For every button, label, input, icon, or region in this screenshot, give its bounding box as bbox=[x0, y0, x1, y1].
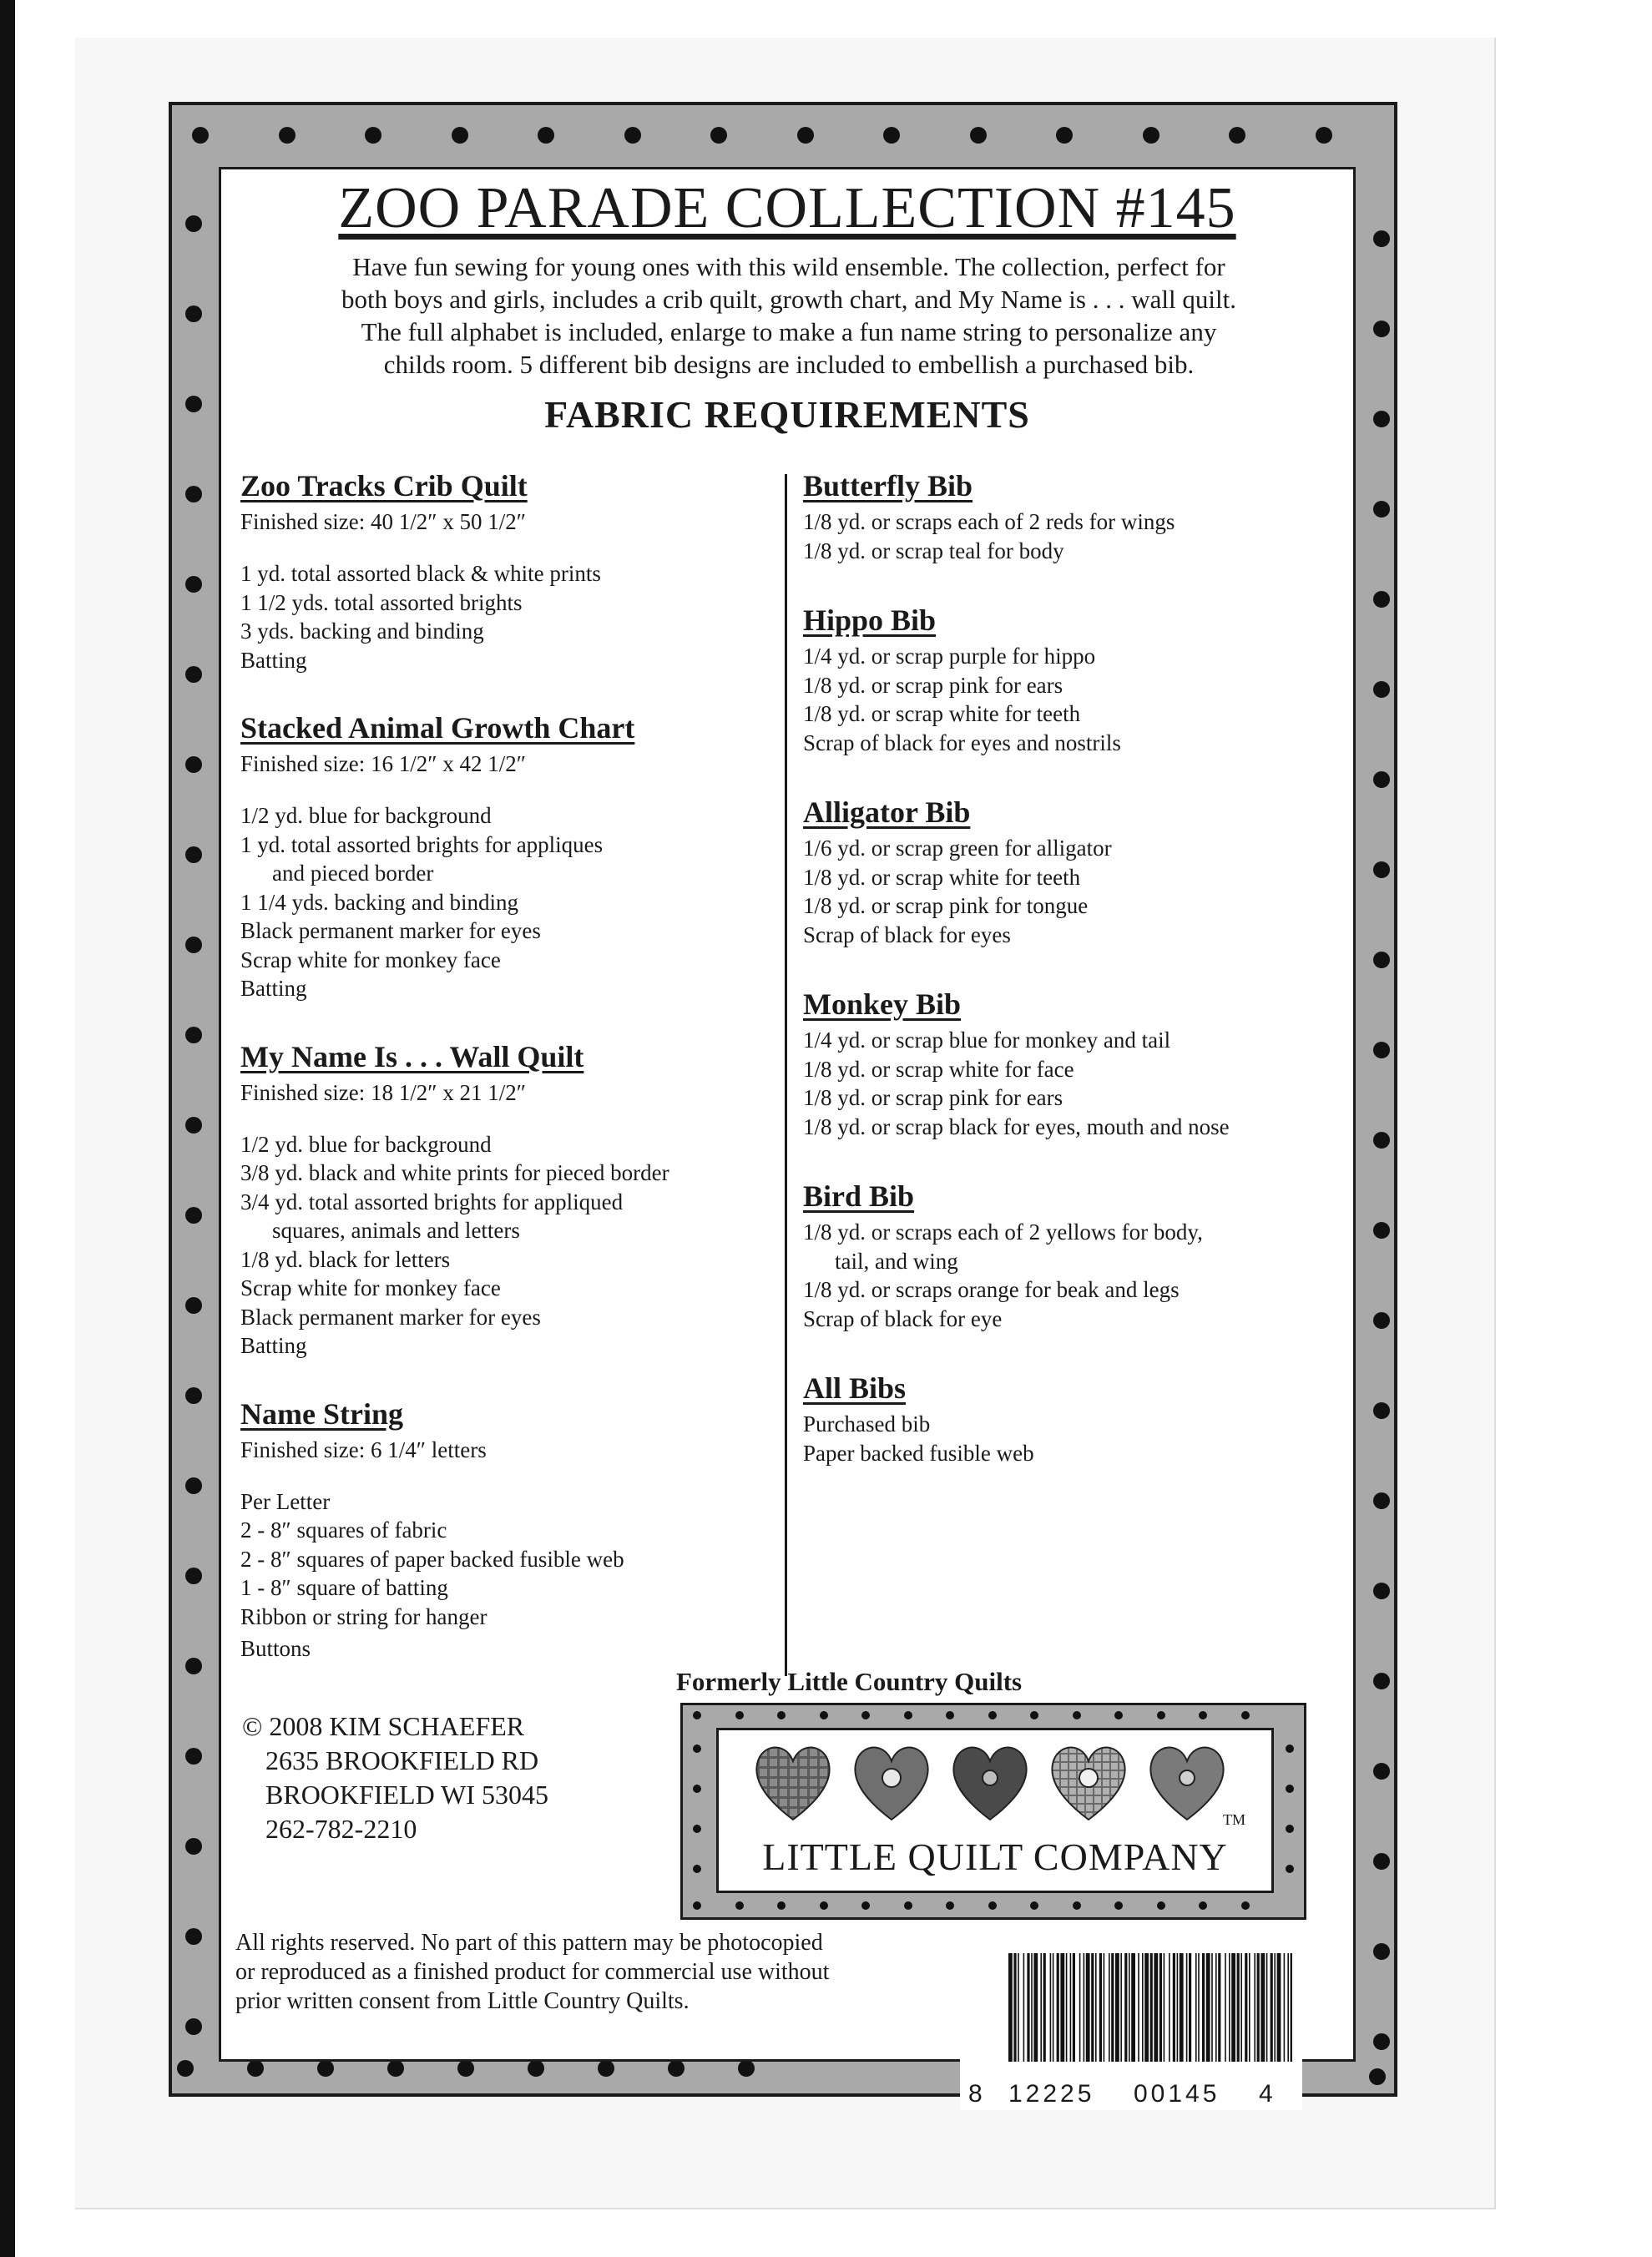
list-item: 1/8 yd. or scrap white for teeth bbox=[803, 864, 1081, 890]
list-item: Batting bbox=[240, 1333, 307, 1358]
heart-icon bbox=[1150, 1748, 1223, 1820]
list-item: 1/8 yd. or scraps each of 2 yellows for body, bbox=[803, 1219, 1203, 1245]
logo-border-dot bbox=[735, 1901, 744, 1910]
copyright-line: © 2008 KIM SCHAEFER bbox=[242, 1711, 525, 1741]
list-item: 1/8 yd. or scrap white for face bbox=[803, 1056, 1074, 1082]
logo-border-dot bbox=[1241, 1711, 1250, 1719]
list-item: Paper backed fusible web bbox=[803, 1440, 1034, 1466]
border-dot bbox=[185, 1297, 202, 1314]
list-item: 1/4 yd. or scrap blue for monkey and tail bbox=[803, 1028, 1171, 1053]
intro-paragraph bbox=[250, 250, 1327, 381]
address-street: 2635 BROOKFIELD RD bbox=[265, 1745, 539, 1775]
logo-border-dot bbox=[1286, 1825, 1294, 1833]
section-title: Name String bbox=[240, 1396, 403, 1431]
section-crib-quilt bbox=[240, 467, 841, 674]
list-item: Scrap white for monkey face bbox=[240, 1275, 501, 1300]
list-item: 1/8 yd. or scraps orange for beak and legs bbox=[803, 1277, 1180, 1302]
border-dot bbox=[185, 1748, 202, 1765]
list-item: 1/8 yd. or scrap pink for tongue bbox=[803, 893, 1089, 918]
logo-border-dot bbox=[735, 1711, 744, 1719]
logo-border-dot bbox=[946, 1901, 954, 1910]
list-item: Scrap of black for eyes bbox=[803, 921, 1011, 947]
border-dot bbox=[668, 2060, 685, 2077]
scan-edge-shadow bbox=[0, 0, 15, 2257]
list-item: and pieced border bbox=[272, 861, 434, 886]
logo-border-dot bbox=[861, 1711, 870, 1719]
company-name: LITTLE QUILT COMPANY bbox=[762, 1835, 1228, 1878]
logo-border-dot bbox=[1114, 1901, 1123, 1910]
logo-border-dot bbox=[861, 1901, 870, 1910]
intro-line: both boys and girls, includes a crib quilt, growth chart, and My Name is . . . wall quilt. bbox=[341, 285, 1236, 314]
border-dot bbox=[185, 1477, 202, 1494]
section-title: Hippo Bib bbox=[803, 603, 937, 637]
list-item: 3 yds. backing and binding bbox=[240, 619, 484, 644]
list-item: tail, and wing bbox=[835, 1248, 958, 1274]
intro-line: childs room. 5 different bib designs are included to embellish a purchased bib. bbox=[383, 350, 1195, 379]
rights-line: or reproduced as a finished product for commercial use without bbox=[235, 1959, 830, 1985]
copyright-block bbox=[242, 1709, 548, 1846]
list-item: 1/8 yd. or scrap white for teeth bbox=[803, 701, 1081, 726]
border-dot bbox=[1373, 1673, 1390, 1689]
border-dot bbox=[365, 127, 381, 144]
list-item: Per Letter bbox=[240, 1488, 331, 1514]
border-dot bbox=[192, 127, 209, 144]
right-column bbox=[803, 467, 1404, 1492]
border-dot bbox=[185, 1387, 202, 1404]
border-dot bbox=[883, 127, 900, 144]
border-dot bbox=[185, 666, 202, 683]
rights-notice bbox=[235, 1928, 962, 2016]
border-dot bbox=[185, 1207, 202, 1224]
border-dot bbox=[1373, 230, 1390, 247]
logo-border-dot bbox=[777, 1711, 786, 1719]
border-dot bbox=[185, 486, 202, 502]
border-dot bbox=[457, 2060, 474, 2077]
border-dot bbox=[247, 2060, 264, 2077]
list-item: 2 - 8″ squares of paper backed fusible web bbox=[240, 1546, 624, 1572]
border-dot bbox=[538, 127, 554, 144]
list-item: Scrap white for monkey face bbox=[240, 947, 501, 972]
logo-border-dot bbox=[1073, 1901, 1081, 1910]
list-item: 1/4 yd. or scrap purple for hippo bbox=[803, 644, 1096, 669]
border-dot bbox=[970, 127, 987, 144]
list-item: Black permanent marker for eyes bbox=[240, 918, 541, 943]
list-item: 1 1/4 yds. backing and binding bbox=[240, 889, 518, 915]
list-item: 1/8 yd. or scrap pink for ears bbox=[803, 672, 1063, 698]
barcode-number bbox=[968, 2080, 1302, 2108]
list-item: 1 yd. total assorted brights for appliques bbox=[240, 831, 604, 857]
logo-border-dot bbox=[1030, 1901, 1038, 1910]
border-dot bbox=[452, 127, 468, 144]
logo-border-dot bbox=[820, 1711, 828, 1719]
finished-size: Finished size: 18 1/2″ x 21 1/2″ bbox=[240, 1079, 526, 1105]
section-title: Monkey Bib bbox=[803, 987, 962, 1021]
border-dot bbox=[528, 2060, 544, 2077]
section-bird-bib bbox=[803, 1178, 1404, 1333]
intro-line: Have fun sewing for young ones with this wild ensemble. The collection, perfect for bbox=[352, 252, 1225, 281]
logo-border-dot bbox=[693, 1745, 701, 1753]
border-dot bbox=[185, 1658, 202, 1674]
list-item: 1/8 yd. or scrap pink for ears bbox=[803, 1085, 1063, 1110]
heart-icon bbox=[1052, 1748, 1124, 1820]
logo-border-dot bbox=[1199, 1901, 1207, 1910]
list-item: 2 - 8″ squares of fabric bbox=[240, 1517, 447, 1543]
section-title: Stacked Animal Growth Chart bbox=[240, 711, 635, 745]
list-item: 1 - 8″ square of batting bbox=[240, 1575, 448, 1600]
section-title: Bird Bib bbox=[803, 1179, 915, 1213]
section-title: Alligator Bib bbox=[803, 795, 971, 829]
fabric-requirements-heading: FABRIC REQUIREMENTS bbox=[544, 393, 1030, 436]
logo-border-dot bbox=[1286, 1785, 1294, 1793]
logo-border-dot bbox=[1157, 1711, 1165, 1719]
border-dot bbox=[185, 576, 202, 593]
section-growth-chart bbox=[240, 709, 841, 1003]
barcode-group-1: 12225 bbox=[1008, 2080, 1095, 2108]
logo-border-dot bbox=[1199, 1711, 1207, 1719]
border-dot bbox=[185, 1117, 202, 1134]
logo-border-dot bbox=[904, 1901, 912, 1910]
trademark-mark: TM bbox=[1223, 1811, 1245, 1828]
barcode-digit-last: 4 bbox=[1259, 2080, 1276, 2108]
list-item: 1/2 yd. blue for background bbox=[240, 1131, 492, 1157]
logo-border-dot bbox=[904, 1711, 912, 1719]
logo-border-dot bbox=[820, 1901, 828, 1910]
section-wall-quilt bbox=[240, 1038, 841, 1361]
border-dot bbox=[185, 1568, 202, 1584]
border-dot bbox=[185, 937, 202, 953]
address-city: BROOKFIELD WI 53045 bbox=[265, 1780, 548, 1810]
border-dot bbox=[598, 2060, 614, 2077]
border-dot bbox=[1373, 1583, 1390, 1599]
list-item: 3/8 yd. black and white prints for pieced border bbox=[240, 1160, 669, 1185]
border-dot bbox=[1373, 1492, 1390, 1509]
border-dot bbox=[1373, 411, 1390, 427]
list-item: Black permanent marker for eyes bbox=[240, 1304, 541, 1330]
finished-size: Finished size: 40 1/2″ x 50 1/2″ bbox=[240, 509, 526, 534]
phone-number: 262-782-2210 bbox=[265, 1814, 417, 1844]
border-dot bbox=[1143, 127, 1159, 144]
logo-border-dot bbox=[1157, 1901, 1165, 1910]
logo-border-dot bbox=[1030, 1711, 1038, 1719]
border-dot bbox=[185, 1027, 202, 1043]
list-item: 1/8 yd. black for letters bbox=[240, 1246, 451, 1272]
border-dot bbox=[1373, 2033, 1390, 2050]
list-item: 1/2 yd. blue for background bbox=[240, 803, 492, 828]
rights-line: prior written consent from Little Country Quilts. bbox=[235, 1988, 690, 2014]
rights-line: All rights reserved. No part of this pattern may be photocopied bbox=[235, 1930, 823, 1956]
list-item: squares, animals and letters bbox=[272, 1218, 520, 1243]
section-hippo-bib bbox=[803, 602, 1404, 757]
heart-icon bbox=[756, 1748, 829, 1820]
intro-line: The full alphabet is included, enlarge to make a fun name string to personalize any bbox=[361, 317, 1217, 346]
border-dot bbox=[624, 127, 641, 144]
logo-border-dot bbox=[777, 1901, 786, 1910]
border-dot bbox=[185, 396, 202, 412]
border-dot bbox=[185, 215, 202, 232]
barcode-digit-first: 8 bbox=[968, 2080, 986, 2108]
formerly-caption: Formerly Little Country Quilts bbox=[676, 1667, 1023, 1696]
list-item: 1/8 yd. or scrap teal for body bbox=[803, 538, 1064, 563]
logo-border-dot bbox=[693, 1711, 701, 1719]
list-item: 1/6 yd. or scrap green for alligator bbox=[803, 836, 1112, 861]
heart-icon bbox=[855, 1748, 927, 1820]
section-title: Butterfly Bib bbox=[803, 469, 973, 502]
barcode-icon bbox=[1008, 1953, 1292, 2062]
list-item: Scrap of black for eyes and nostrils bbox=[803, 730, 1121, 755]
section-title: All Bibs bbox=[803, 1371, 907, 1405]
logo-border-dot bbox=[1286, 1745, 1294, 1753]
border-dot bbox=[185, 1928, 202, 1945]
list-item: Buttons bbox=[240, 1636, 311, 1661]
page-title: ZOO PARADE COLLECTION #145 bbox=[338, 176, 1236, 240]
list-item: Ribbon or string for hanger bbox=[240, 1603, 488, 1629]
border-dot bbox=[185, 1838, 202, 1855]
border-dot bbox=[1373, 1763, 1390, 1780]
logo-border-dot bbox=[693, 1901, 701, 1910]
list-item: Batting bbox=[240, 976, 307, 1001]
border-dot bbox=[185, 305, 202, 322]
border-dot bbox=[1369, 2068, 1386, 2085]
border-dot bbox=[738, 2060, 755, 2077]
section-title: My Name Is . . . Wall Quilt bbox=[240, 1039, 584, 1073]
hearts-logo-icon bbox=[747, 1736, 1248, 1828]
border-dot bbox=[177, 2060, 194, 2077]
list-item: 1/8 yd. or scrap black for eyes, mouth and nose bbox=[803, 1113, 1230, 1139]
list-item: 1 1/2 yds. total assorted brights bbox=[240, 589, 523, 615]
logo-border-dot bbox=[693, 1865, 701, 1873]
logo-border-dot bbox=[693, 1825, 701, 1833]
border-dot bbox=[387, 2060, 404, 2077]
list-item: Batting bbox=[240, 647, 307, 673]
border-dot bbox=[1316, 127, 1332, 144]
section-all-bibs bbox=[803, 1370, 1404, 1467]
border-dot bbox=[1373, 1943, 1390, 1960]
left-column bbox=[240, 467, 841, 1689]
border-dot bbox=[797, 127, 814, 144]
border-dot bbox=[1373, 1853, 1390, 1870]
border-dot bbox=[279, 127, 296, 144]
list-item: Scrap of black for eye bbox=[803, 1305, 1003, 1331]
heart-icon bbox=[953, 1748, 1026, 1820]
logo-border-dot bbox=[693, 1785, 701, 1793]
border-dot bbox=[317, 2060, 334, 2077]
border-dot bbox=[185, 756, 202, 773]
logo-border-dot bbox=[988, 1901, 997, 1910]
border-dot bbox=[710, 127, 727, 144]
finished-size: Finished size: 16 1/2″ x 42 1/2″ bbox=[240, 751, 526, 776]
section-title: Zoo Tracks Crib Quilt bbox=[240, 469, 528, 502]
border-dot bbox=[185, 846, 202, 863]
logo-border-dot bbox=[1073, 1711, 1081, 1719]
list-item: 1/8 yd. or scraps each of 2 reds for wings bbox=[803, 509, 1175, 534]
section-monkey-bib bbox=[803, 986, 1404, 1141]
border-dot bbox=[1229, 127, 1245, 144]
section-butterfly-bib bbox=[803, 467, 1404, 565]
section-alligator-bib bbox=[803, 794, 1404, 949]
list-item: 3/4 yd. total assorted brights for appliqued bbox=[240, 1189, 624, 1214]
logo-border-dot bbox=[1114, 1711, 1123, 1719]
barcode-group-2: 00145 bbox=[1134, 2080, 1220, 2108]
border-dot bbox=[185, 2018, 202, 2035]
list-item: Purchased bib bbox=[803, 1411, 931, 1437]
logo-border-dot bbox=[1286, 1865, 1294, 1873]
logo-border-dot bbox=[1241, 1901, 1250, 1910]
section-name-string bbox=[240, 1396, 841, 1664]
list-item: 1 yd. total assorted black & white prints bbox=[240, 561, 601, 586]
border-dot bbox=[1373, 321, 1390, 337]
logo-border-dot bbox=[946, 1711, 954, 1719]
logo-border-dot bbox=[988, 1711, 997, 1719]
border-dot bbox=[1056, 127, 1073, 144]
finished-size: Finished size: 6 1/4″ letters bbox=[240, 1437, 487, 1462]
